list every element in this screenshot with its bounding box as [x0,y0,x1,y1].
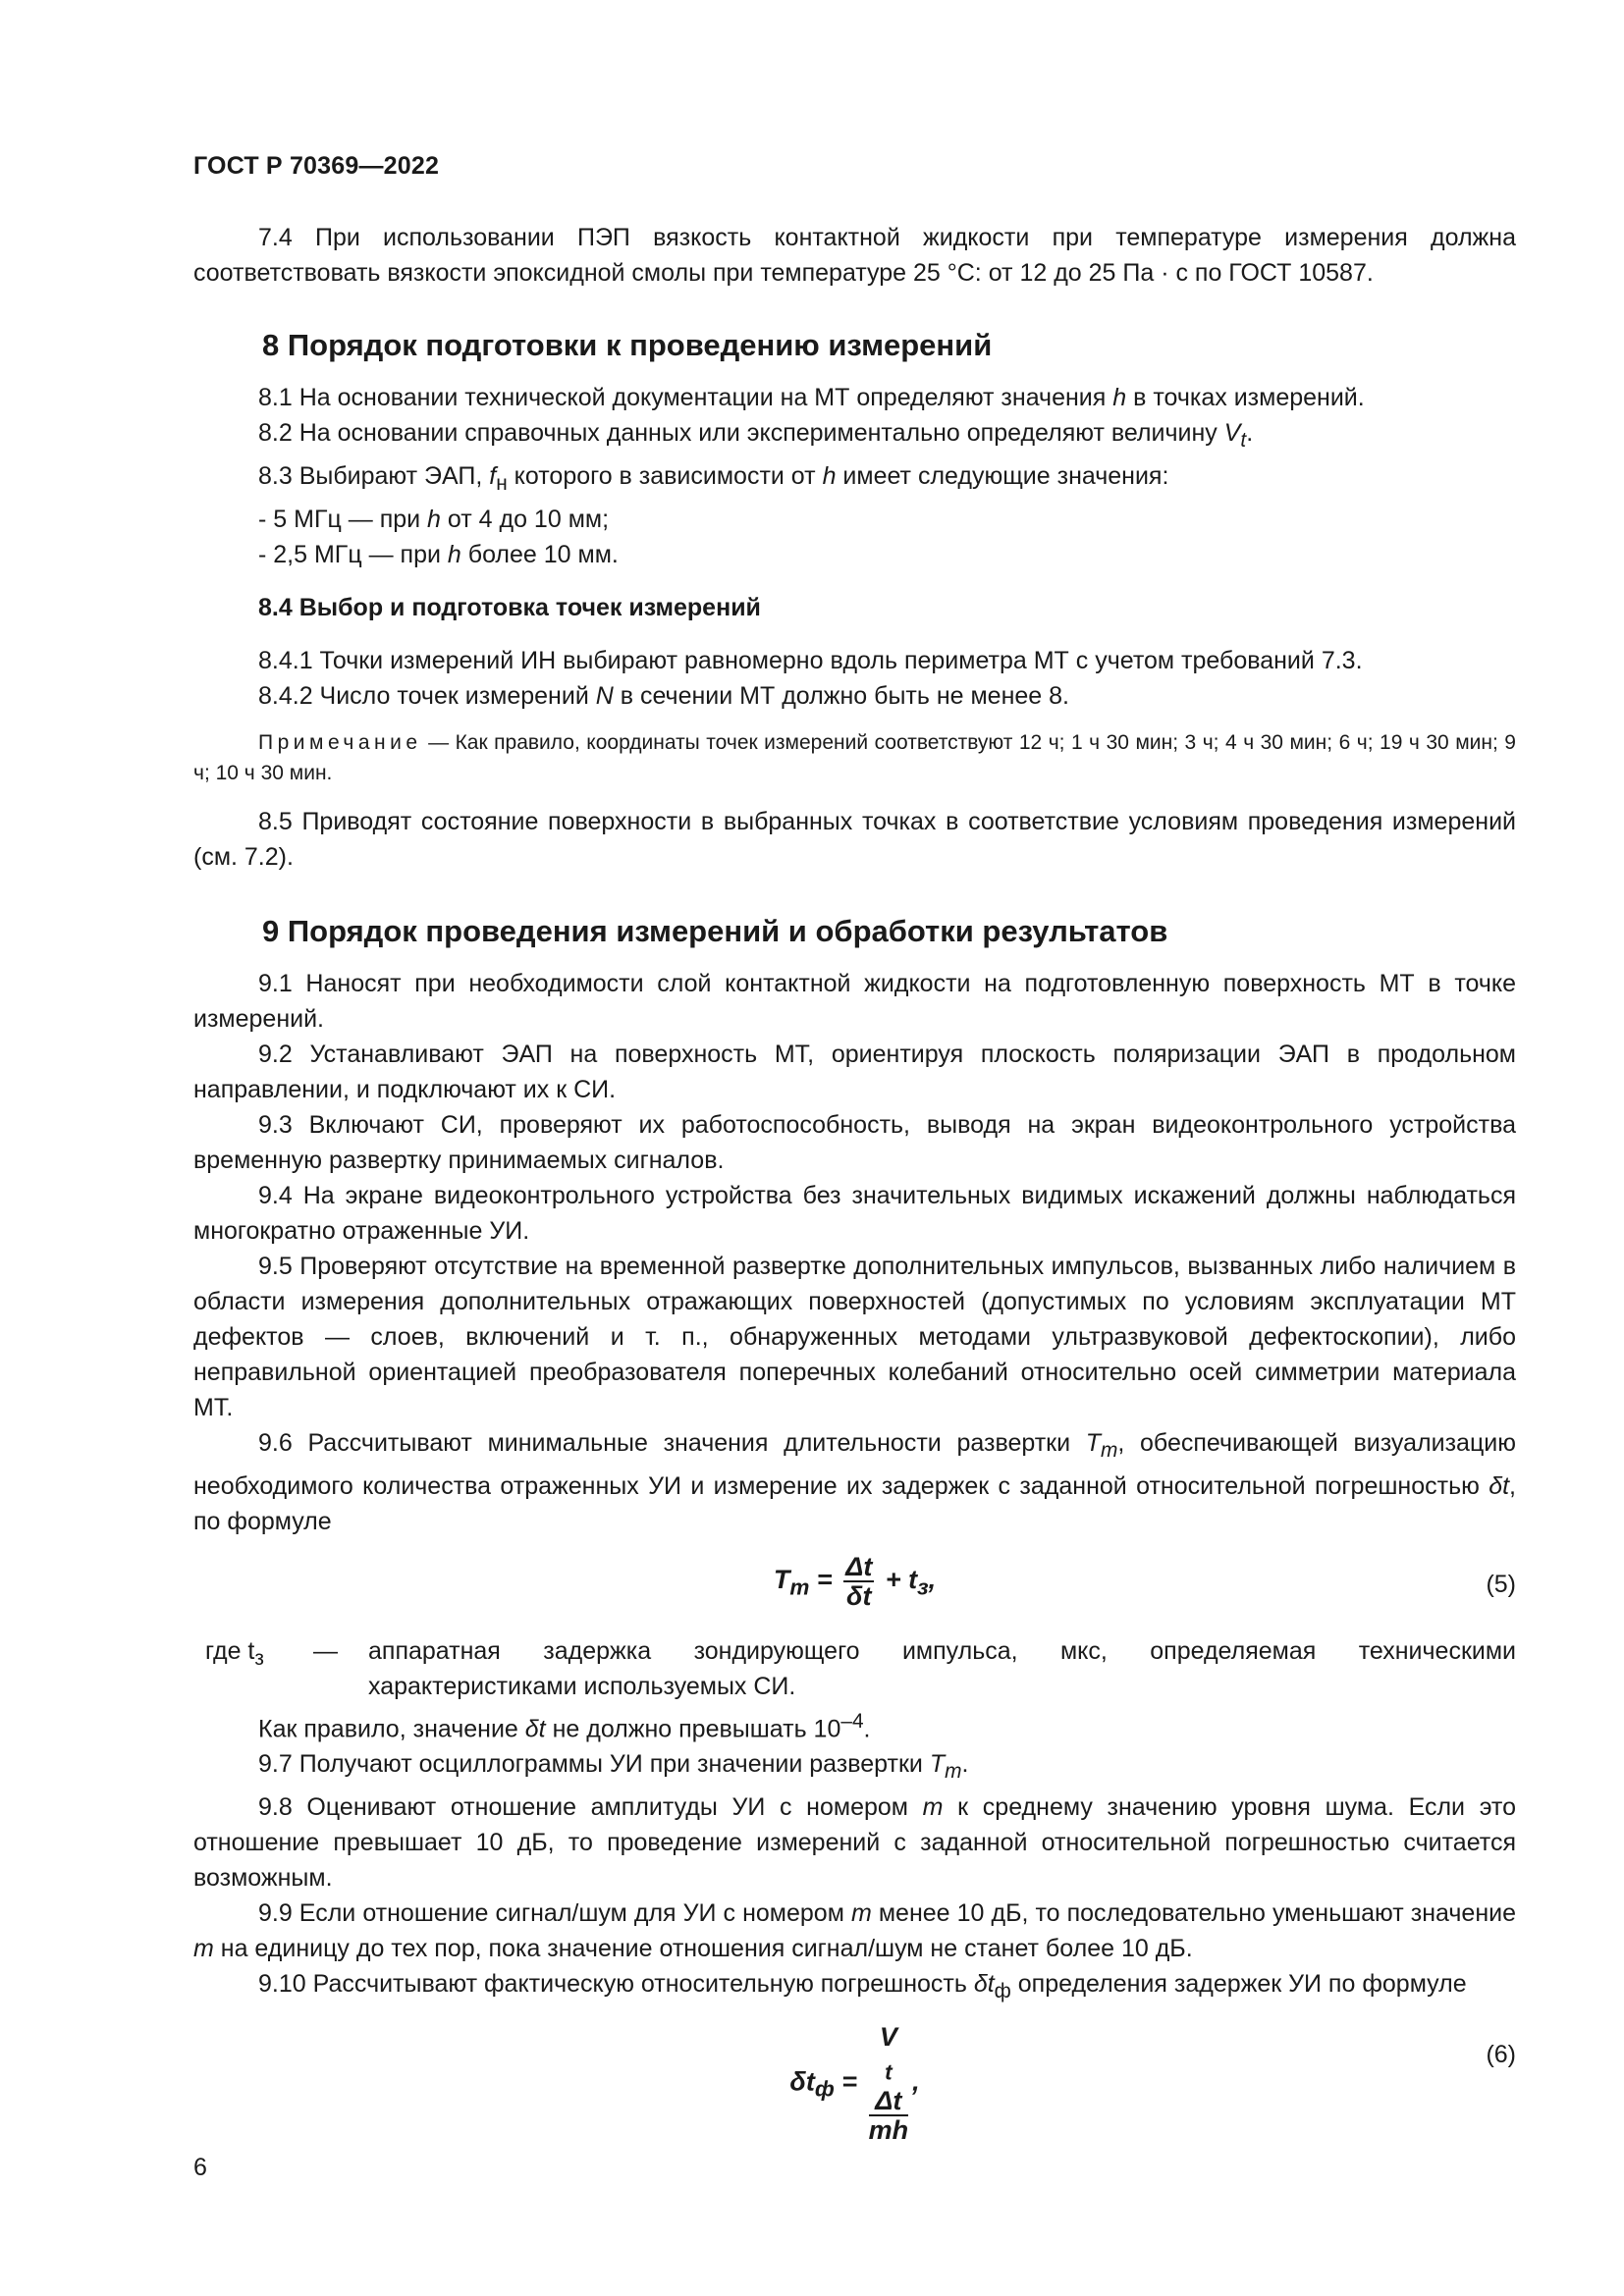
note: Примечание — Как правило, координаты точек измерений соответствуют 12 ч; 1 ч 30 мин; 3 ч; 4 ч 30 мин; 6 ч; 19 ч 30 мин; 9 ч; 10 ч 30 мин. [193,731,1516,784]
paragraph-8-5: 8.5 Приводят состояние поверхности в выбранных точках в соответствие условиям проведения измерений (см. 7.2). [193,808,1516,871]
paragraph-9-10: 9.10 Рассчитывают фактическую относительную погрешность $\delta t_ф$ определения задержек УИ по формуле [258,1970,1467,2003]
paragraph-8-1: 8.1 На основании технической документации на МТ определяют значения h в точках измерений. [258,384,1365,411]
paragraph-9-3: 9.3 Включают СИ, проверяют их работоспособность, выводя на экран видеоконтрольного устройства временную развертку принимаемых сигналов. [193,1111,1516,1174]
paragraph-9-1: 9.1 Наносят при необходимости слой контактной жидкости на подготовленную поверхность МТ в точке измерений. [193,970,1516,1033]
paragraph-8-4-1: 8.4.1 Точки измерений ИН выбирают равномерно вдоль периметра МТ с учетом требований 7.3. [258,647,1363,674]
formula-6-number: (6) [1486,2041,1516,2069]
paragraph-7-4: 7.4 При использовании ПЭП вязкость контактной жидкости при температуре измерения должна соответствовать вязкости эпоксидной смолы при температуре 25 °С: от 12 до 25 Па · с по ГОСТ 10587. [193,224,1516,287]
document-body [193,220,1516,2145]
paragraph-9-2: 9.2 Устанавливают ЭАП на поверхность МТ, ориентируя плоскость поляризации ЭАП в продольном направлении, и подключают их к СИ. [193,1041,1516,1103]
list-item-5mhz: - 5 МГц — при h от 4 до 10 мм; [258,506,610,533]
section-8-title: 8 Порядок подготовки к проведению измерений [262,328,993,362]
paragraph-9-9: 9.9 Если отношение сигнал/шум для УИ с номером m менее 10 дБ, то последовательно уменьшают значение m на единицу до тех пор, пока значение отношения сигнал/шум не станет более 10 дБ. [193,1899,1516,1963]
formula-5: $T_m$ = $\frac{\Delta t}{\delta t}$ + $t_з$, (5) [773,1552,1516,1611]
paragraph-8-2: 8.2 На основании справочных данных или экспериментально определяют величину $V_t$. [258,419,1254,452]
paragraph-9-5: 9.5 Проверяют отсутствие на временной развертке дополнительных импульсов, вызванных либо наличием в области измерения дополнительных отражающих поверхностей (допустимых по условиям эксплуатации МТ дефектов — слоев, включений и т. п., обнаруженных методами ультразвуковой дефектоскопии), либо неправильной ориентацией преобразователя поперечных колебаний относительно осей симметрии материала МТ. [193,1253,1516,1421]
section-9-title: 9 Порядок проведения измерений и обработки результатов [262,914,1168,948]
note-label: Примечание [258,731,422,754]
formula-5-number: (5) [1486,1571,1516,1598]
subsection-8-4-title: 8.4 Выбор и подготовка точек измерений [258,594,761,621]
paragraph-9-6: 9.6 Рассчитывают минимальные значения длительности развертки $T_m$, обеспечивающей визуализацию необходимого количества отраженных УИ и измерение их задержек с заданной относительной погрешностью δt, по формуле [193,1429,1516,1535]
paragraph-8-3: 8.3 Выбирают ЭАП, $f_н$ которого в зависимости от h имеет следующие значения: [258,462,1169,495]
paragraph-rule: Как правило, значение δt не должно превышать $10^{-4}$. [258,1710,871,1743]
formula-legend: где $t_з$ — аппаратная задержка зондирующего импульса, мкс, определяемая техническими характеристиками используемых СИ. [205,1637,1516,1700]
page-number: 6 [193,2154,207,2181]
paragraph-9-8: 9.8 Оценивают отношение амплитуды УИ с номером m к среднему значению уровня шума. Если это отношение превышает 10 дБ, то проведение измерений с заданной относительной погрешностью считается возможным. [193,1793,1516,1893]
paragraph-9-7: 9.7 Получают осциллограммы УИ при значении развертки $T_m$. [258,1750,969,1784]
document-header: ГОСТ Р 70369—2022 [193,152,440,180]
list-item-2-5mhz: - 2,5 МГц — при h более 10 мм. [258,541,619,568]
paragraph-8-4-2: 8.4.2 Число точек измерений N в сечении МТ должно быть не менее 8. [258,682,1069,710]
formula-6: $\delta t_ф$ = V $_t$ Δt mh , (6) [789,2022,1516,2145]
paragraph-9-4: 9.4 На экране видеоконтрольного устройства без значительных видимых искажений должны наблюдаться многократно отраженные УИ. [193,1182,1516,1245]
